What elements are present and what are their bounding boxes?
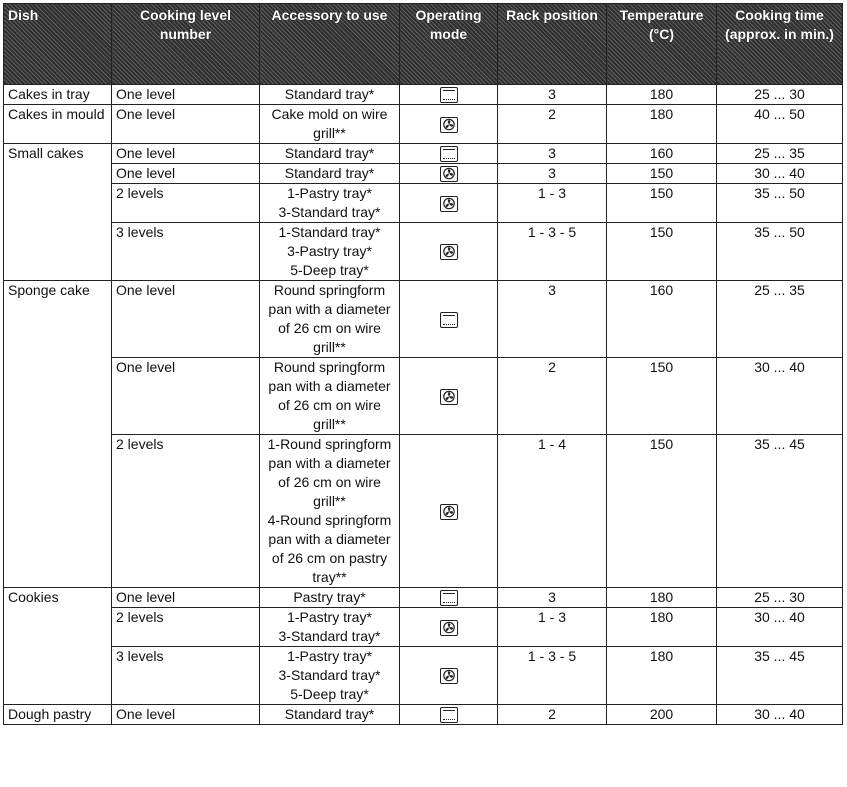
table-row (4, 164, 843, 184)
cell-time: 30 ... 40 (717, 705, 843, 725)
header-accessory: Accessory to use (260, 4, 400, 85)
header-dish: Dish (4, 4, 112, 85)
cell-mode (400, 105, 498, 144)
fan-heating-icon (440, 244, 458, 260)
cell-mode (400, 164, 498, 184)
cell-time: 35 ... 45 (717, 435, 843, 588)
fan-heating-icon (440, 389, 458, 405)
cell-time: 25 ... 35 (717, 281, 843, 358)
fan-heating-icon (440, 620, 458, 636)
cell-rack: 3 (498, 85, 607, 105)
cell-dish: Small cakes (4, 144, 112, 281)
cell-accessory: 1-Pastry tray* 3-Standard tray* (260, 608, 400, 647)
conventional-heating-icon (440, 146, 458, 162)
cell-rack: 1 - 3 (498, 608, 607, 647)
header-level: Cooking level number (112, 4, 260, 85)
cell-rack: 2 (498, 358, 607, 435)
fan-heating-icon (440, 196, 458, 212)
cell-accessory: Standard tray* (260, 705, 400, 725)
cell-mode (400, 85, 498, 105)
table-row (4, 647, 843, 705)
table-row (4, 281, 843, 358)
cell-level: 2 levels (112, 184, 260, 223)
cell-temperature: 150 (607, 184, 717, 223)
cell-temperature: 160 (607, 144, 717, 164)
cell-time: 25 ... 30 (717, 85, 843, 105)
cell-rack: 1 - 4 (498, 435, 607, 588)
cell-level: One level (112, 588, 260, 608)
conventional-heating-icon (440, 312, 458, 328)
cell-level: One level (112, 144, 260, 164)
cell-temperature: 160 (607, 281, 717, 358)
table-row (4, 705, 843, 725)
cell-level: One level (112, 281, 260, 358)
conventional-heating-icon (440, 590, 458, 606)
table-row (4, 588, 843, 608)
cell-temperature: 180 (607, 608, 717, 647)
header-rack: Rack position (498, 4, 607, 85)
cell-mode (400, 281, 498, 358)
cell-mode (400, 435, 498, 588)
cell-accessory: Standard tray* (260, 144, 400, 164)
table-body (4, 85, 843, 725)
fan-heating-icon (440, 504, 458, 520)
cell-mode (400, 608, 498, 647)
cell-accessory: Pastry tray* (260, 588, 400, 608)
header-temperature: Temperature (°C) (607, 4, 717, 85)
table-row (4, 608, 843, 647)
cell-accessory: 1-Pastry tray* 3-Standard tray* (260, 184, 400, 223)
table-row (4, 184, 843, 223)
cell-mode (400, 144, 498, 164)
cell-accessory: Cake mold on wire grill** (260, 105, 400, 144)
cell-time: 25 ... 30 (717, 588, 843, 608)
cell-temperature: 180 (607, 588, 717, 608)
cell-rack: 3 (498, 144, 607, 164)
cell-level: One level (112, 85, 260, 105)
header-time: Cooking time (approx. in min.) (717, 4, 843, 85)
cell-level: One level (112, 105, 260, 144)
fan-heating-icon (440, 117, 458, 133)
cell-time: 40 ... 50 (717, 105, 843, 144)
cell-mode (400, 223, 498, 281)
cell-accessory: Round springform pan with a diameter of 26 cm on wire grill** (260, 358, 400, 435)
fan-heating-icon (440, 166, 458, 182)
table-row (4, 358, 843, 435)
table-row (4, 105, 843, 144)
cell-level: 3 levels (112, 647, 260, 705)
cell-rack: 3 (498, 588, 607, 608)
cell-time: 30 ... 40 (717, 608, 843, 647)
cooking-table (3, 3, 843, 725)
cell-temperature: 150 (607, 358, 717, 435)
table-row (4, 223, 843, 281)
cell-rack: 1 - 3 - 5 (498, 647, 607, 705)
cell-level: One level (112, 164, 260, 184)
fan-heating-icon (440, 668, 458, 684)
cell-rack: 1 - 3 (498, 184, 607, 223)
table-row (4, 144, 843, 164)
cell-rack: 2 (498, 105, 607, 144)
table-header (4, 4, 843, 85)
cell-level: 3 levels (112, 223, 260, 281)
cell-accessory: 1-Pastry tray* 3-Standard tray* 5-Deep tray* (260, 647, 400, 705)
cell-dish: Cakes in tray (4, 85, 112, 105)
cell-mode (400, 705, 498, 725)
cell-accessory: Standard tray* (260, 85, 400, 105)
cell-temperature: 180 (607, 647, 717, 705)
cell-temperature: 180 (607, 85, 717, 105)
cell-time: 35 ... 50 (717, 184, 843, 223)
cell-rack: 3 (498, 281, 607, 358)
cell-temperature: 180 (607, 105, 717, 144)
table-row (4, 85, 843, 105)
cell-temperature: 150 (607, 223, 717, 281)
conventional-heating-icon (440, 707, 458, 723)
cell-time: 30 ... 40 (717, 358, 843, 435)
cell-accessory: Round springform pan with a diameter of 26 cm on wire grill** (260, 281, 400, 358)
cooking-table-container (3, 3, 843, 725)
cell-time: 35 ... 50 (717, 223, 843, 281)
cell-level: 2 levels (112, 435, 260, 588)
cell-rack: 1 - 3 - 5 (498, 223, 607, 281)
cell-dish: Cookies (4, 588, 112, 705)
cell-level: 2 levels (112, 608, 260, 647)
cell-dish: Dough pastry (4, 705, 112, 725)
cell-level: One level (112, 705, 260, 725)
header-mode: Operating mode (400, 4, 498, 85)
cell-accessory: 1-Standard tray* 3-Pastry tray* 5-Deep tray* (260, 223, 400, 281)
cell-mode (400, 184, 498, 223)
cell-dish: Sponge cake (4, 281, 112, 588)
cell-mode (400, 358, 498, 435)
cell-accessory: Standard tray* (260, 164, 400, 184)
conventional-heating-icon (440, 87, 458, 103)
cell-accessory: 1-Round springform pan with a diameter of 26 cm on wire grill** 4-Round springform pan with a diameter of 26 cm on pastry tray** (260, 435, 400, 588)
cell-time: 25 ... 35 (717, 144, 843, 164)
cell-temperature: 200 (607, 705, 717, 725)
cell-rack: 3 (498, 164, 607, 184)
table-row (4, 435, 843, 588)
cell-dish: Cakes in mould (4, 105, 112, 144)
cell-mode (400, 588, 498, 608)
cell-level: One level (112, 358, 260, 435)
cell-temperature: 150 (607, 164, 717, 184)
cell-temperature: 150 (607, 435, 717, 588)
cell-time: 30 ... 40 (717, 164, 843, 184)
cell-rack: 2 (498, 705, 607, 725)
cell-time: 35 ... 45 (717, 647, 843, 705)
cell-mode (400, 647, 498, 705)
